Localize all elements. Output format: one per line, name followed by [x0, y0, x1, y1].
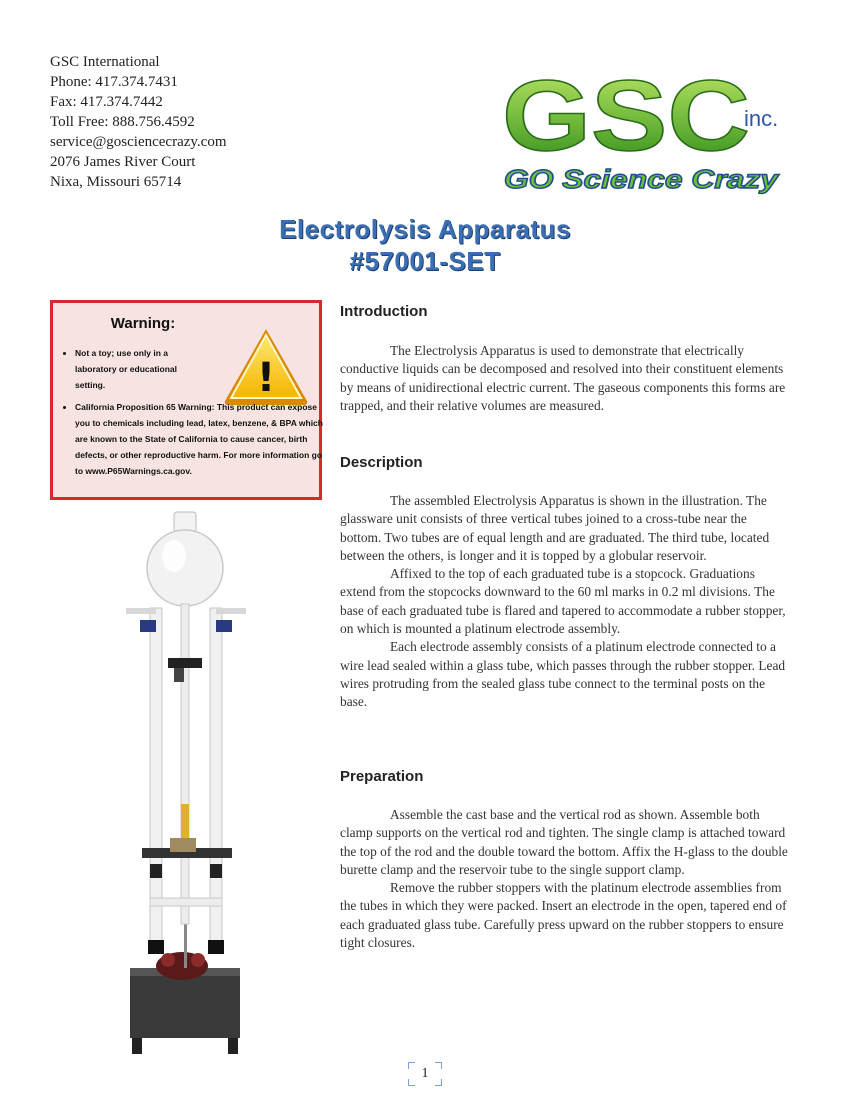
- introduction-heading: Introduction: [340, 303, 428, 320]
- page-number: [408, 1062, 442, 1086]
- warning-item-toy: • Not a toy; use only in a laboratory or educational setting.: [75, 345, 205, 393]
- electrolysis-apparatus-illustration: [112, 508, 262, 1056]
- preparation-paragraph: Assemble the cast base and the vertical rod as shown. Assemble both clamp supports on the vertical rod and tighten. The single clamp is attached toward the top of the rod and the double toward the bottom. Affix the H-glass to the double burette clamp and the reservoir tube to the single support clamp.: [340, 807, 788, 877]
- street-address: 2076 James River Court: [50, 154, 196, 170]
- contact-block: [50, 52, 227, 192]
- fax-number: Fax: 417.374.7442: [50, 94, 163, 110]
- logo-main-text: GSC: [502, 68, 750, 172]
- warning-item-prop65: • California Proposition 65 Warning: This product can expose you to chemicals including lead, latex, benzene, & BPA which are known to the State of California to cause cancer, birth defects, or other reproductive harm. For more information go to www.P65Warnings.ca.gov.: [75, 399, 325, 479]
- description-section: [340, 492, 790, 712]
- logo-tagline-text: GO Science Crazy: [504, 164, 780, 194]
- gsc-logo: [500, 68, 790, 198]
- product-number: #57001-SET: [349, 246, 501, 276]
- description-paragraph: Each electrode assembly consists of a platinum electrode connected to a wire lead sealed within a glass tube, which passes through the rubber stopper. Lead wires protruding from the sealed glass tube connect to the terminal posts on the base.: [340, 639, 786, 710]
- email-address: service@gosciencecrazy.com: [50, 134, 227, 150]
- description-paragraph: Affixed to the top of each graduated tube is a stopcock. Graduations extend from the stopcocks downward to the 60 ml marks in 0.2 ml divisions. The base of each graduated tube is flared and tapered to accommodate a rubber stopper, on which is mounted a platinum electrode assembly.: [340, 566, 786, 637]
- description-paragraph: The assembled Electrolysis Apparatus is shown in the illustration. The glassware unit consists of three vertical tubes joined to a cross-tube near the bottom. Two tubes are of equal length and are graduated. The third tube, located between the others, is longer and it is topped by a globular reservoir.: [340, 493, 770, 563]
- warning-heading: Warning:: [110, 315, 176, 332]
- preparation-paragraph: Remove the rubber stoppers with the platinum electrode assemblies from the tubes in which they were packed. Insert an electrode in the open, tapered end of each graduated glass tube. Carefully press upward on the rubber stoppers to ensure tight closures.: [340, 880, 787, 951]
- page-number-text: 1: [421, 1066, 429, 1081]
- introduction-section: [340, 342, 790, 415]
- company-name: GSC International: [50, 54, 160, 70]
- warning-box: [50, 300, 322, 500]
- warning-list: [61, 345, 325, 485]
- logo-suffix-text: inc.: [744, 106, 779, 131]
- caution-exclamation: !: [256, 355, 276, 401]
- preparation-section: [340, 806, 790, 952]
- toll-free-number: Toll Free: 888.756.4592: [50, 114, 195, 130]
- document-title: Electrolysis Apparatus: [279, 214, 571, 244]
- preparation-heading: Preparation: [340, 768, 424, 785]
- introduction-paragraph: The Electrolysis Apparatus is used to demonstrate that electrically conductive liquids can be decomposed and resolved into their constituent elements by means of unidirectional electric current. The gaseous components this forms are trapped, and their relative volumes are measured.: [340, 343, 786, 413]
- city-address: Nixa, Missouri 65714: [50, 174, 182, 190]
- description-heading: Description: [340, 454, 423, 471]
- phone-number: Phone: 417.374.7431: [50, 74, 178, 90]
